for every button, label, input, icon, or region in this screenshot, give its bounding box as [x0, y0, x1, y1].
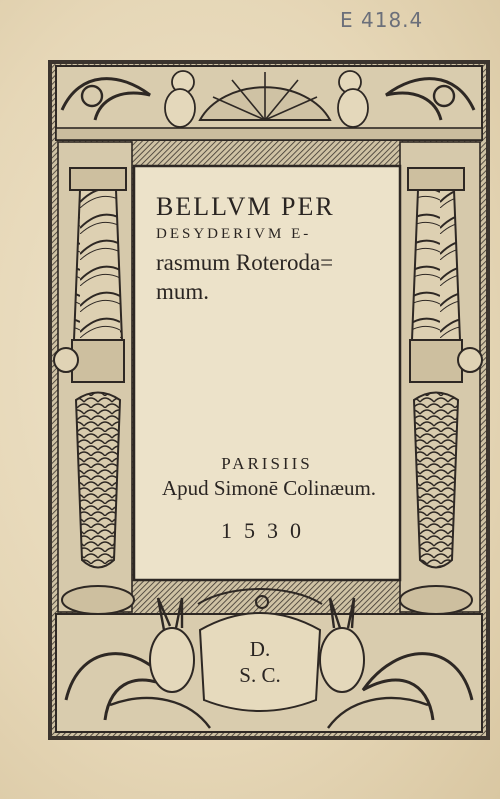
title-text-panel: [136, 168, 398, 578]
title-line-2: DESYDERIVM E-: [156, 226, 312, 242]
right-column: [400, 142, 482, 614]
top-frieze: [56, 66, 482, 140]
title-line-4: mum.: [156, 279, 210, 304]
left-column: [54, 142, 134, 614]
printer-mark-line-1: D.: [249, 637, 271, 661]
shelfmark-annotation: E 418.4: [340, 8, 424, 32]
title-line-3: rasmum Roteroda=: [156, 250, 334, 275]
printer-mark-line-2: S. C.: [239, 663, 281, 687]
title-line-1: BELLVM PER: [156, 192, 335, 221]
imprint-year: 1530: [221, 518, 313, 543]
imprint-place: PARISIIS: [221, 454, 313, 473]
printer-mark: [238, 636, 282, 688]
imprint-printer: Apud Simonē Colinæum.: [161, 476, 377, 500]
